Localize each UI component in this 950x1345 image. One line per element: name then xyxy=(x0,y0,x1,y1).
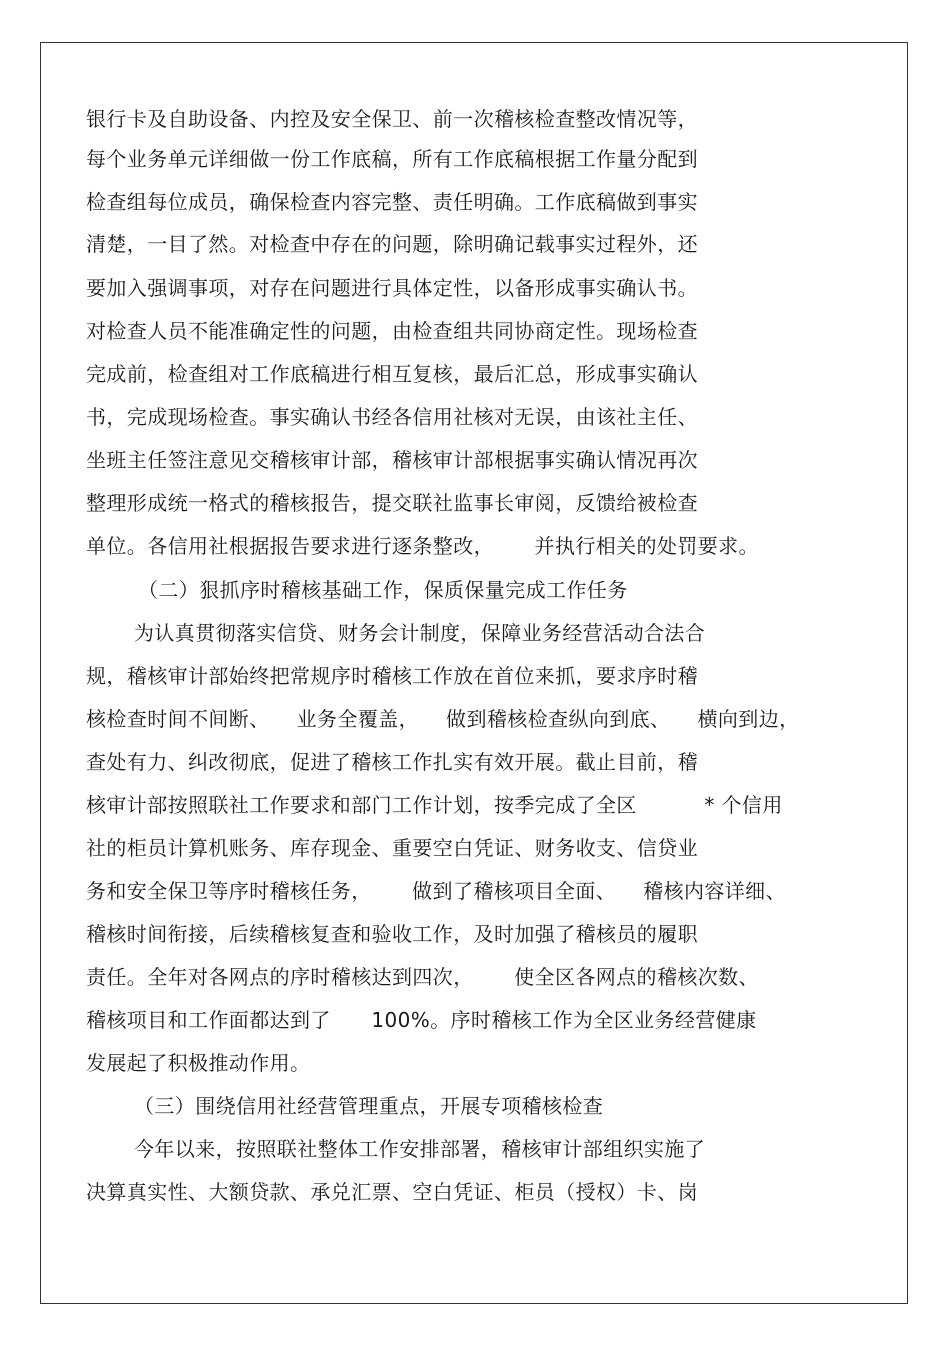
body-line: 责任。全年对各网点的序时稽核达到四次， 使全区各网点的稽核次数、 xyxy=(86,965,759,989)
body-line: 社的柜员计算机账务、库存现金、重要空白凭证、财务收支、信贷业 xyxy=(86,836,698,860)
body-line: 每个业务单元详细做一份工作底稿，所有工作底稿根据工作量分配到 xyxy=(86,147,698,171)
section-heading-2: （二）狠抓序时稽核基础工作，保质保量完成工作任务 xyxy=(138,578,628,602)
body-line: 书，完成现场检查。事实确认书经各信用社核对无误，由该社主任、 xyxy=(86,405,698,429)
body-line: 发展起了积极推动作用。 xyxy=(86,1051,311,1075)
body-line: 整理形成统一格式的稽核报告，提交联社监事长审阅，反馈给被检查 xyxy=(86,491,698,515)
body-line: 今年以来，按照联社整体工作安排部署，稽核审计部组织实施了 xyxy=(134,1137,706,1161)
body-line: 对检查人员不能准确定性的问题，由检查组共同协商定性。现场检查 xyxy=(86,319,698,343)
body-line: 检查组每位成员，确保检查内容完整、责任明确。工作底稿做到事实 xyxy=(86,190,698,214)
body-line: 为认真贯彻落实信贷、财务会计制度，保障业务经营活动合法合 xyxy=(134,621,706,645)
body-line: 稽核时间衔接，后续稽核复查和验收工作，及时加强了稽核员的履职 xyxy=(86,922,698,946)
body-line: 核审计部按照联社工作要求和部门工作计划，按季完成了全区 * 个信用 xyxy=(86,793,783,817)
body-line: 查处有力、纠改彻底，促进了稽核工作扎实有效开展。截止目前，稽 xyxy=(86,750,698,774)
body-line: 清楚，一目了然。对检查中存在的问题，除明确记载事实过程外，还 xyxy=(86,232,698,256)
section-heading-3: （三）围绕信用社经营管理重点，开展专项稽核检查 xyxy=(134,1094,604,1118)
body-line: 完成前，检查组对工作底稿进行相互复核，最后汇总，形成事实确认 xyxy=(86,362,698,386)
body-line: 坐班主任签注意见交稽核审计部，稽核审计部根据事实确认情况再次 xyxy=(86,448,698,472)
body-line: 银行卡及自助设备、内控及安全保卫、前一次稽核检查整改情况等， xyxy=(86,107,698,131)
body-line: 决算真实性、大额贷款、承兑汇票、空白凭证、柜员（授权）卡、岗 xyxy=(86,1180,698,1204)
body-line: 单位。各信用社根据报告要求进行逐条整改， 并执行相关的处罚要求。 xyxy=(86,534,759,558)
body-line: 稽核项目和工作面都达到了 100%。序时稽核工作为全区业务经营健康 xyxy=(86,1008,757,1032)
body-line: 核检查时间不间断、 业务全覆盖， 做到稽核检查纵向到底、 横向到边， xyxy=(86,707,800,731)
body-line: 规，稽核审计部始终把常规序时稽核工作放在首位来抓，要求序时稽 xyxy=(86,664,698,688)
body-line: 务和安全保卫等序时稽核任务， 做到了稽核项目全面、 稽核内容详细、 xyxy=(86,879,786,903)
body-line: 要加入强调事项，对存在问题进行具体定性，以备形成事实确认书。 xyxy=(86,276,698,300)
